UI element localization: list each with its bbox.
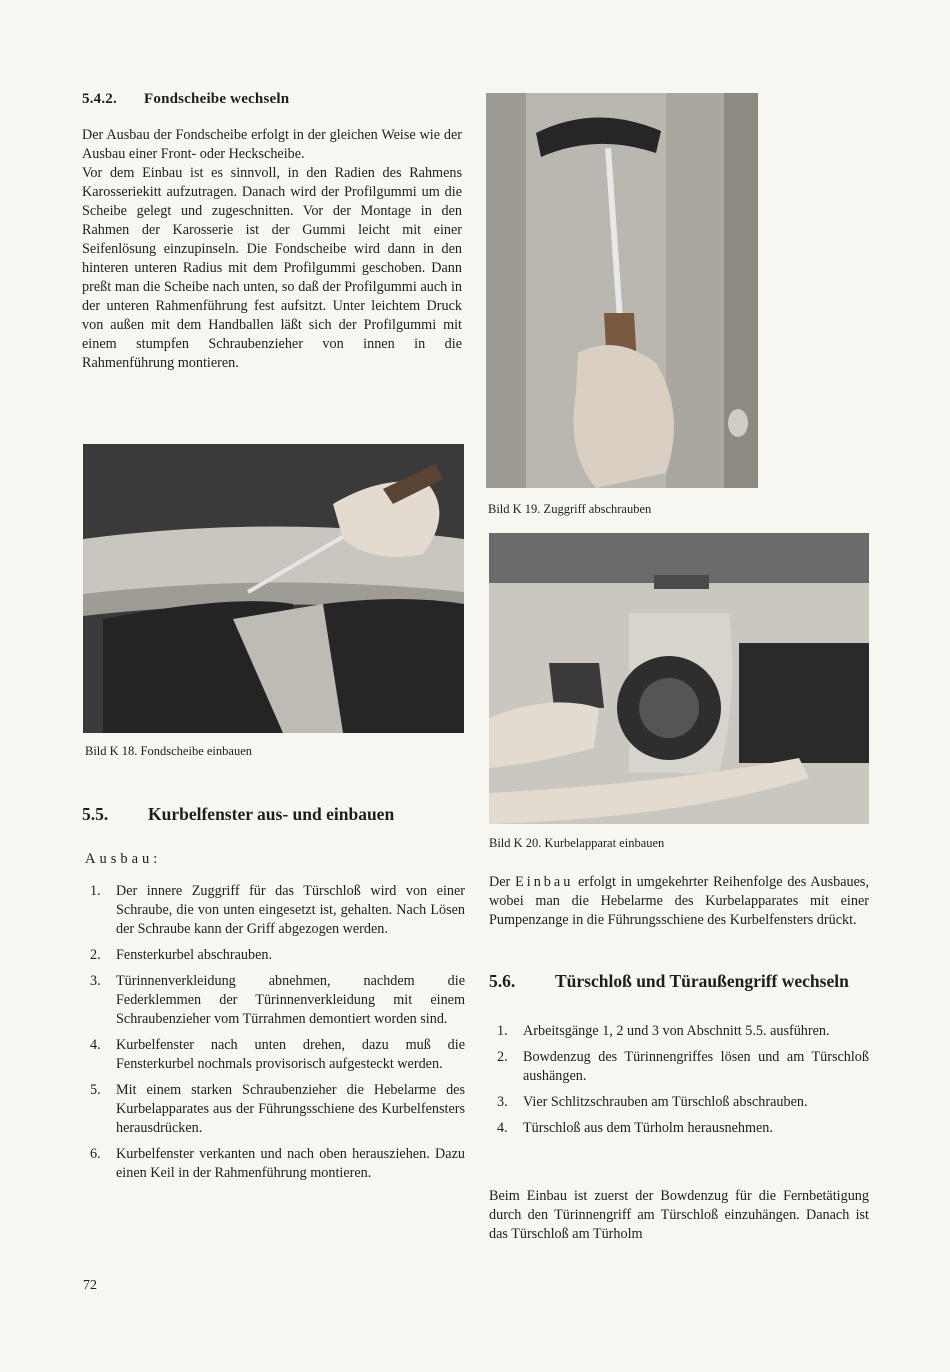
step-text: Türinnenverkleidung abnehmen, nachdem die Federklemmen der Türinnenverkleidung mit einem Schraubenzieher vom Türrahmen demontiert worden sind. bbox=[116, 973, 465, 1027]
step-text: Bowdenzug des Türinnengriffes lösen und am Türschloß aushängen. bbox=[523, 1049, 869, 1084]
list-item bbox=[82, 1145, 465, 1183]
subsection-heading bbox=[82, 91, 289, 108]
step-number: 2. bbox=[90, 947, 101, 963]
step-number: 5. bbox=[90, 1082, 101, 1098]
figure-k19-photo bbox=[486, 93, 758, 488]
section-55-heading bbox=[82, 804, 394, 825]
figure-k19-caption: Bild K 19. Zuggriff abschrauben bbox=[488, 502, 652, 516]
step-number: 4. bbox=[497, 1120, 508, 1136]
section-56-heading bbox=[489, 971, 849, 992]
figure-k18-photo bbox=[83, 444, 464, 733]
step-text: Kurbelfenster verkanten und nach oben herausziehen. Dazu einen Keil in der Rahmenführung montieren. bbox=[116, 1146, 465, 1181]
list-item bbox=[489, 1022, 869, 1041]
step-number: 1. bbox=[497, 1023, 508, 1039]
step-text: Mit einem starken Schraubenzieher die Hebelarme des Kurbelapparates aus der Führungsschiene des Kurbelfensters herausdrücken. bbox=[116, 1082, 465, 1136]
figure-k18-caption: Bild K 18. Fondscheibe einbauen bbox=[85, 744, 252, 758]
list-item bbox=[82, 946, 465, 965]
step-text: Türschloß aus dem Türholm herausnehmen. bbox=[523, 1120, 773, 1136]
section-56-number: 5.6. bbox=[489, 971, 516, 991]
step-number: 3. bbox=[497, 1094, 508, 1110]
subsection-title: Fondscheibe wechseln bbox=[144, 91, 290, 107]
intro-paragraph-2: Vor dem Einbau ist es sinnvoll, in den Radien des Rahmens Karosseriekitt aufzutragen. Danach wird der Profilgummi um die Scheibe gelegt und zugeschnitten. Vor der Montage in den Rahmen der Karosserie ist der Gummi leicht mit einer Seifenlösung einzupinseln. Die Fondscheibe wird dann in den hinteren unteren Radius mit dem Profilgummi geschoben. Dann preßt man die Scheibe nach unten, so daß der Profilgummi auch in der unteren Rahmenführung fest aufsitzt. Unter leichtem Druck von außen mit dem Handballen läßt sich der Profilgummi mit einem stumpfen Schraubenzieher von innen in die Rahmenführung montieren. bbox=[82, 165, 462, 371]
einbau-word: Einbau bbox=[515, 874, 574, 890]
page-number: 72 bbox=[83, 1278, 97, 1293]
list-item bbox=[82, 1081, 465, 1138]
step-text: Vier Schlitzschrauben am Türschloß abschrauben. bbox=[523, 1094, 808, 1110]
ausbau-label: Ausbau: bbox=[85, 851, 162, 867]
step-number: 6. bbox=[90, 1146, 101, 1162]
subsection-number: 5.4.2. bbox=[82, 91, 117, 107]
list-item bbox=[489, 1048, 869, 1086]
list-item bbox=[489, 1093, 869, 1112]
einbau-text: erfolgt in umgekehrter Reihenfolge des Ausbaues, wobei man die Hebelarme des Kurbelapparates mit einer Pumpenzange in die Führungsschiene des Kurbelfensters drückt. bbox=[489, 874, 869, 928]
section-55-steps bbox=[82, 882, 465, 1183]
einbau-paragraph bbox=[489, 873, 869, 930]
list-item bbox=[489, 1119, 869, 1138]
list-item bbox=[82, 972, 465, 1029]
section-55-title: Kurbelfenster aus- und einbauen bbox=[148, 804, 395, 824]
section-56-steps bbox=[489, 1022, 869, 1138]
step-text: Arbeitsgänge 1, 2 und 3 von Abschnitt 5.5. ausführen. bbox=[523, 1023, 830, 1039]
step-text: Fensterkurbel abschrauben. bbox=[116, 947, 273, 963]
figure-k20-caption: Bild K 20. Kurbelapparat einbauen bbox=[489, 836, 665, 850]
step-text: Der innere Zuggriff für das Türschloß wird von einer Schraube, die von unten eingesetzt ist, gehalten. Nach Lösen der Schraube kann der Griff abgezogen werden. bbox=[116, 883, 465, 937]
step-text: Kurbelfenster nach unten drehen, dazu muß die Fensterkurbel nochmals provisorisch aufgesteckt werden. bbox=[116, 1037, 465, 1072]
list-item bbox=[82, 1036, 465, 1074]
intro-paragraph-1: Der Ausbau der Fondscheibe erfolgt in der gleichen Weise wie der Ausbau einer Front- oder Heckscheibe. bbox=[82, 127, 462, 162]
einbau-prefix: Der bbox=[489, 874, 511, 890]
section-56-title: Türschloß und Türaußengriff wechseln bbox=[555, 971, 849, 991]
section-55-number: 5.5. bbox=[82, 804, 109, 824]
figure-k20-photo bbox=[489, 533, 869, 824]
step-number: 2. bbox=[497, 1049, 508, 1065]
step-number: 1. bbox=[90, 883, 101, 899]
closing-paragraph: Beim Einbau ist zuerst der Bowdenzug für die Fernbetätigung durch den Türinnengriff am Türschloß einzuhängen. Danach ist das Türschloß am Türholm bbox=[489, 1188, 869, 1242]
list-item bbox=[82, 882, 465, 939]
step-number: 4. bbox=[90, 1037, 101, 1053]
intro-text bbox=[82, 126, 462, 373]
step-number: 3. bbox=[90, 973, 101, 989]
